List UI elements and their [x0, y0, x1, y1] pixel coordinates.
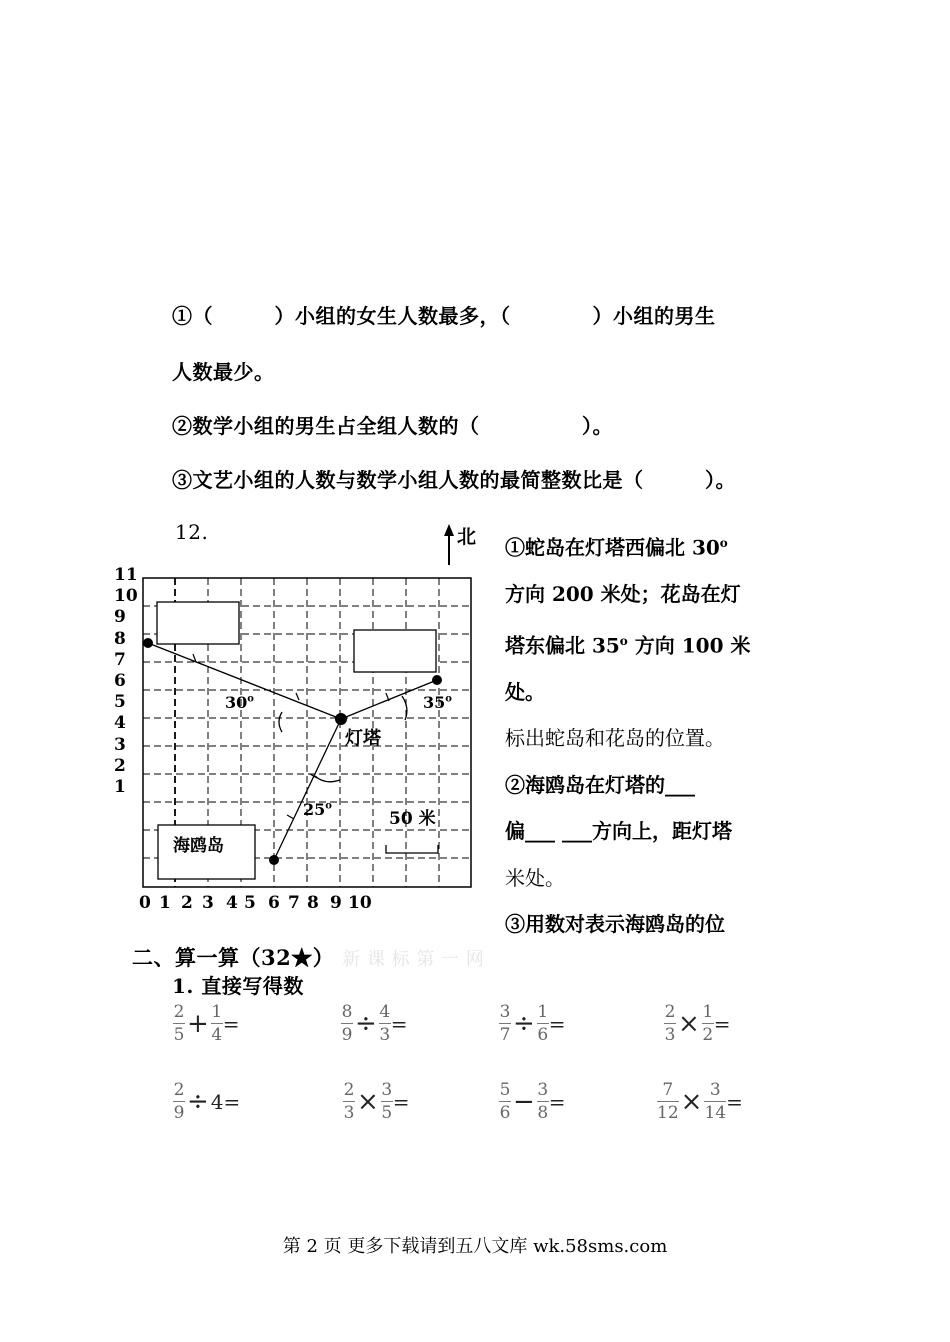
y-label: 3 — [114, 734, 126, 755]
y-axis-labels — [114, 565, 138, 798]
expr-5: 2 9 ÷ 4 = — [173, 1080, 241, 1123]
text-line-5: 标出蛇岛和花岛的位置。 — [505, 726, 725, 751]
text-line-8: 米处。 — [505, 865, 565, 890]
problem-12-number: 12. — [175, 520, 209, 544]
expr-2: 8 9 ÷ 4 3 = — [341, 1002, 408, 1045]
text-line-9: ③用数对表示海鸥岛的位 — [505, 912, 725, 937]
question-1-line-a: ①（ ）小组的女生人数最多，（ ）小组的男生 — [172, 304, 716, 328]
expr-7: 5 6 − 3 8 = — [499, 1080, 566, 1123]
x-label: 2 — [181, 893, 193, 913]
y-label: 8 — [114, 628, 126, 649]
problem-12-text — [505, 520, 805, 948]
x-label: 10 — [348, 893, 372, 913]
snake-island-box — [157, 602, 239, 644]
north-arrow-icon — [444, 524, 454, 565]
y-label: 10 — [114, 586, 138, 607]
snake-point — [143, 638, 153, 648]
scale-label: 50 米 — [389, 809, 436, 829]
x-label: 6 — [268, 893, 280, 913]
expr-8: 7 12 × 3 14 = — [657, 1080, 743, 1123]
scale-bar — [386, 845, 438, 853]
y-label: 9 — [114, 607, 126, 628]
y-label: 2 — [114, 755, 126, 776]
text-line-3: 塔东偏北 35$^o$ 方向 100 米 — [505, 633, 751, 658]
angle-label-25: 25$^o$ — [303, 800, 332, 819]
x-label: 0 — [139, 893, 151, 913]
expr-6: 2 3 × 3 5 = — [343, 1080, 410, 1123]
question-2: ②数学小组的男生占全组人数的（ ）。 — [172, 414, 613, 438]
x-label: 3 — [202, 893, 214, 913]
text-line-7: 偏___ ___方向上，距灯塔 — [505, 819, 732, 844]
angle-label-35: 35$^o$ — [423, 693, 452, 712]
watermark: 新 课 标 第 一 网 — [342, 949, 485, 970]
x-axis-labels — [0, 893, 400, 917]
y-label: 11 — [114, 565, 138, 585]
text-line-1: ①蛇岛在灯塔西偏北 30$^o$ — [505, 535, 728, 560]
y-label: 7 — [114, 649, 126, 670]
text-line-2: 方向 200 米处；花岛在灯 — [505, 582, 741, 607]
x-label: 9 — [330, 893, 342, 913]
section-2-title: 二、算一算（32★） 新 课 标 第 一 网 — [132, 945, 485, 970]
north-label: 北 — [457, 526, 477, 548]
flower-point — [432, 675, 442, 685]
page-footer: 第 2 页 更多下载请到五八文库 wk.58sms.com — [282, 1236, 668, 1257]
text-line-6: ②海鸥岛在灯塔的___ — [505, 772, 695, 797]
lighthouse-label: 灯塔 — [345, 728, 381, 749]
y-label: 6 — [114, 671, 126, 692]
line-to-gull — [274, 719, 341, 860]
x-label: 7 — [288, 893, 300, 913]
question-1-line-b: 人数最少。 — [172, 360, 275, 384]
y-label: 1 — [114, 777, 126, 798]
flower-island-box — [354, 630, 436, 672]
gull-island-label: 海鸥岛 — [173, 836, 224, 856]
expr-1: 2 5 + 1 4 = — [173, 1002, 240, 1045]
text-line-4: 处。 — [505, 679, 545, 704]
x-label: 1 — [159, 893, 171, 913]
expr-4: 2 3 × 1 2 = — [664, 1002, 731, 1045]
gull-point — [269, 855, 279, 865]
x-label: 8 — [307, 893, 319, 913]
y-label: 4 — [114, 713, 126, 734]
angle-arc-30 — [279, 712, 282, 732]
section-2-subtitle: 1. 直接写得数 — [172, 974, 304, 998]
x-label: 5 — [244, 893, 256, 913]
question-3: ③文艺小组的人数与数学小组人数的最简整数比是（ ）。 — [172, 468, 736, 492]
angle-arc-25 — [315, 776, 340, 782]
angle-label-30: 30$^o$ — [225, 693, 254, 712]
x-label: 4 — [226, 893, 238, 913]
expr-3: 3 7 ÷ 1 6 = — [499, 1002, 566, 1045]
y-label: 5 — [114, 692, 126, 713]
